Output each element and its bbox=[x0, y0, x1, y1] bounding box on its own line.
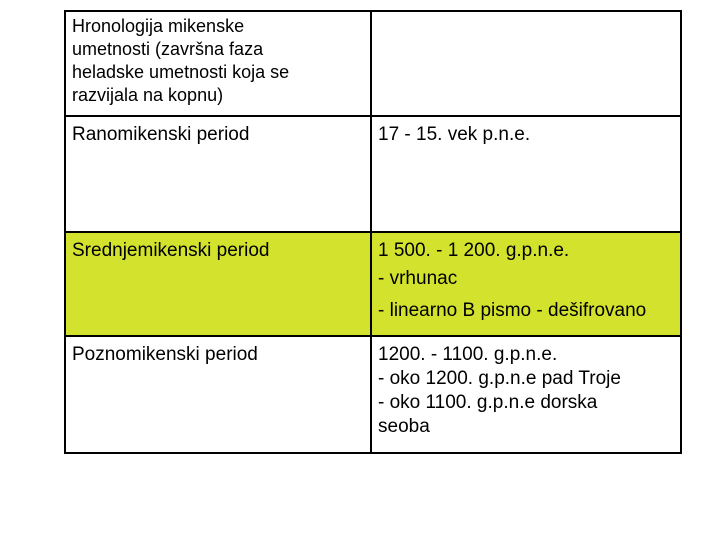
period-detail-line: - oko 1100. g.p.n.e dorska bbox=[378, 392, 598, 413]
chronology-table bbox=[64, 10, 682, 454]
chronology-table-container bbox=[64, 10, 680, 454]
table-title: Hronologija mikenske umetnosti (završna faza heladske umetnosti koja se razvijala na kopnu) bbox=[72, 16, 290, 105]
period-details bbox=[378, 340, 674, 439]
header-empty-cell bbox=[371, 11, 681, 116]
period-detail-line: 1200. - 1100. g.p.n.e. bbox=[378, 344, 558, 365]
table-row bbox=[65, 116, 681, 232]
period-detail-line: 1 500. - 1 200. g.p.n.e. bbox=[378, 240, 570, 261]
period-name: Poznomikenski period bbox=[72, 344, 258, 365]
table-row-highlighted bbox=[65, 232, 681, 336]
period-cell bbox=[65, 336, 371, 453]
period-name: Ranomikenski period bbox=[72, 124, 250, 145]
period-details-cell bbox=[371, 336, 681, 453]
period-detail-line: - linearno B pismo - dešifrovano bbox=[378, 300, 647, 321]
period-detail-line: seoba bbox=[378, 416, 430, 437]
header-title-cell bbox=[65, 11, 371, 116]
period-cell bbox=[65, 116, 371, 232]
table-row bbox=[65, 336, 681, 453]
period-details bbox=[378, 120, 674, 147]
period-details bbox=[378, 236, 674, 327]
period-cell bbox=[65, 232, 371, 336]
period-detail-line: - vrhunac bbox=[378, 268, 458, 289]
period-details-cell bbox=[371, 116, 681, 232]
period-name: Srednjemikenski period bbox=[72, 240, 270, 261]
period-detail-line: - oko 1200. g.p.n.e pad Troje bbox=[378, 368, 621, 389]
period-details-cell bbox=[371, 232, 681, 336]
period-detail-line: 17 - 15. vek p.n.e. bbox=[378, 124, 531, 145]
table-header-row bbox=[65, 11, 681, 116]
